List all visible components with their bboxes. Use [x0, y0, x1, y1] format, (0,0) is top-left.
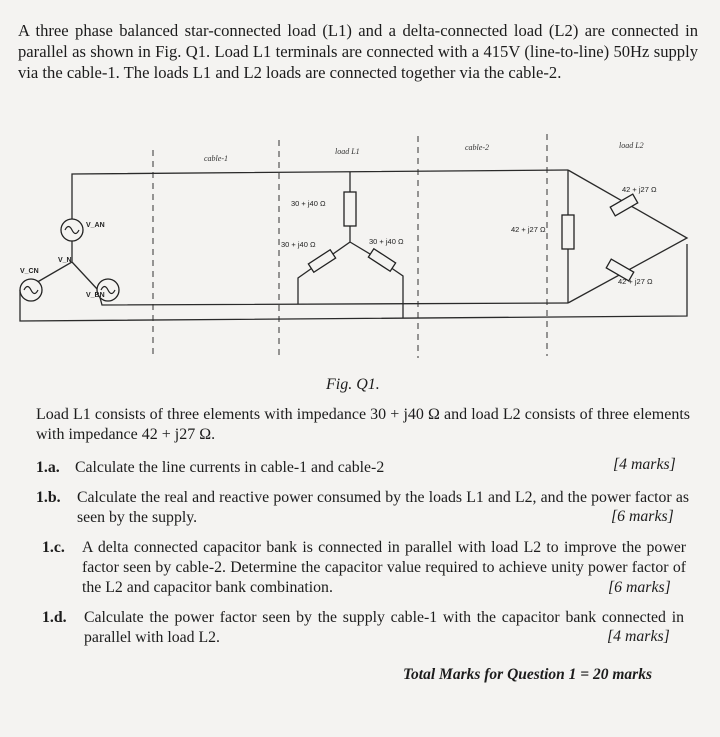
- marks-1d: [4 marks]: [607, 628, 670, 645]
- label-cable1: cable-1: [204, 154, 228, 163]
- marks-1c: [6 marks]: [608, 579, 671, 596]
- l2-upper-impedance: [610, 194, 638, 216]
- question-1c: [42, 538, 690, 600]
- label-v-n: V_N: [58, 257, 72, 264]
- question-1a: [36, 458, 690, 480]
- intro-paragraph: A three phase balanced star-connected load (L1) and a delta-connected load (L2) are connected in parallel as shown in Fig. Q1. Load L1 terminals are connected with a 415V (line-to-line) 50Hz supply via the cable-1. The loads L1 and L2 loads are connected together via the cable-2.: [18, 21, 698, 82]
- question-label: 1.d.: [42, 609, 67, 626]
- l2-upper-impedance-label: 42 + j27 Ω: [622, 185, 657, 194]
- question-text: A delta connected capacitor bank is connected in parallel with load L2 to improve the power factor seen by cable-2. Determine the capacitor value required to achieve unity power factor of the L2 and capacitor bank combination.: [82, 539, 686, 596]
- load-description: Load L1 consists of three elements with impedance 30 + j40 Ω and load L2 consists of three elements with impedance 42 + j27 Ω.: [36, 406, 690, 443]
- phase-b-line: [98, 290, 568, 305]
- l1-right-impedance: [368, 249, 395, 272]
- question-text: Calculate the line currents in cable-1 and cable-2: [75, 459, 385, 476]
- label-v-cn: V_CN: [20, 268, 39, 275]
- question-1b: [36, 488, 690, 532]
- l1-left-leg: [298, 266, 315, 304]
- l1-top-impedance-label: 30 + j40 Ω: [291, 199, 326, 208]
- label-cable2: cable-2: [465, 143, 489, 152]
- label-v-an: V_AN: [86, 222, 105, 229]
- l1-left-impedance: [308, 250, 335, 273]
- total-marks: Total Marks for Question 1 = 20 marks: [403, 666, 652, 683]
- marks-1a: [4 marks]: [613, 456, 676, 473]
- question-label: 1.b.: [36, 489, 61, 506]
- figure-caption: Fig. Q1.: [326, 376, 380, 393]
- question-label: 1.c.: [42, 539, 65, 556]
- label-load-l2: load L2: [619, 141, 644, 150]
- label-v-bn: V_BN: [86, 292, 105, 299]
- marks-1b: [6 marks]: [611, 508, 674, 525]
- phase-c-line: [20, 244, 687, 321]
- question-1d: [42, 608, 690, 652]
- label-load-l1: load L1: [335, 147, 360, 156]
- l2-mid-impedance-label: 42 + j27 Ω: [511, 225, 546, 234]
- source-neutral: [34, 244, 98, 290]
- question-text: Calculate the power factor seen by the supply cable-1 with the capacitor bank connected in parallel with load L2.: [84, 609, 684, 646]
- question-label: 1.a.: [36, 459, 60, 476]
- question-text: Calculate the real and reactive power consumed by the loads L1 and L2, and the power factor as seen by the supply.: [77, 489, 689, 526]
- l2-lower-impedance-label: 42 + j27 Ω: [618, 277, 653, 286]
- l1-left-impedance-label: 30 + j40 Ω: [281, 240, 316, 249]
- l1-right-impedance-label: 30 + j40 Ω: [369, 237, 404, 246]
- l2-mid-impedance: [562, 215, 574, 249]
- l1-right-leg: [387, 265, 403, 318]
- l1-top-impedance: [344, 192, 356, 226]
